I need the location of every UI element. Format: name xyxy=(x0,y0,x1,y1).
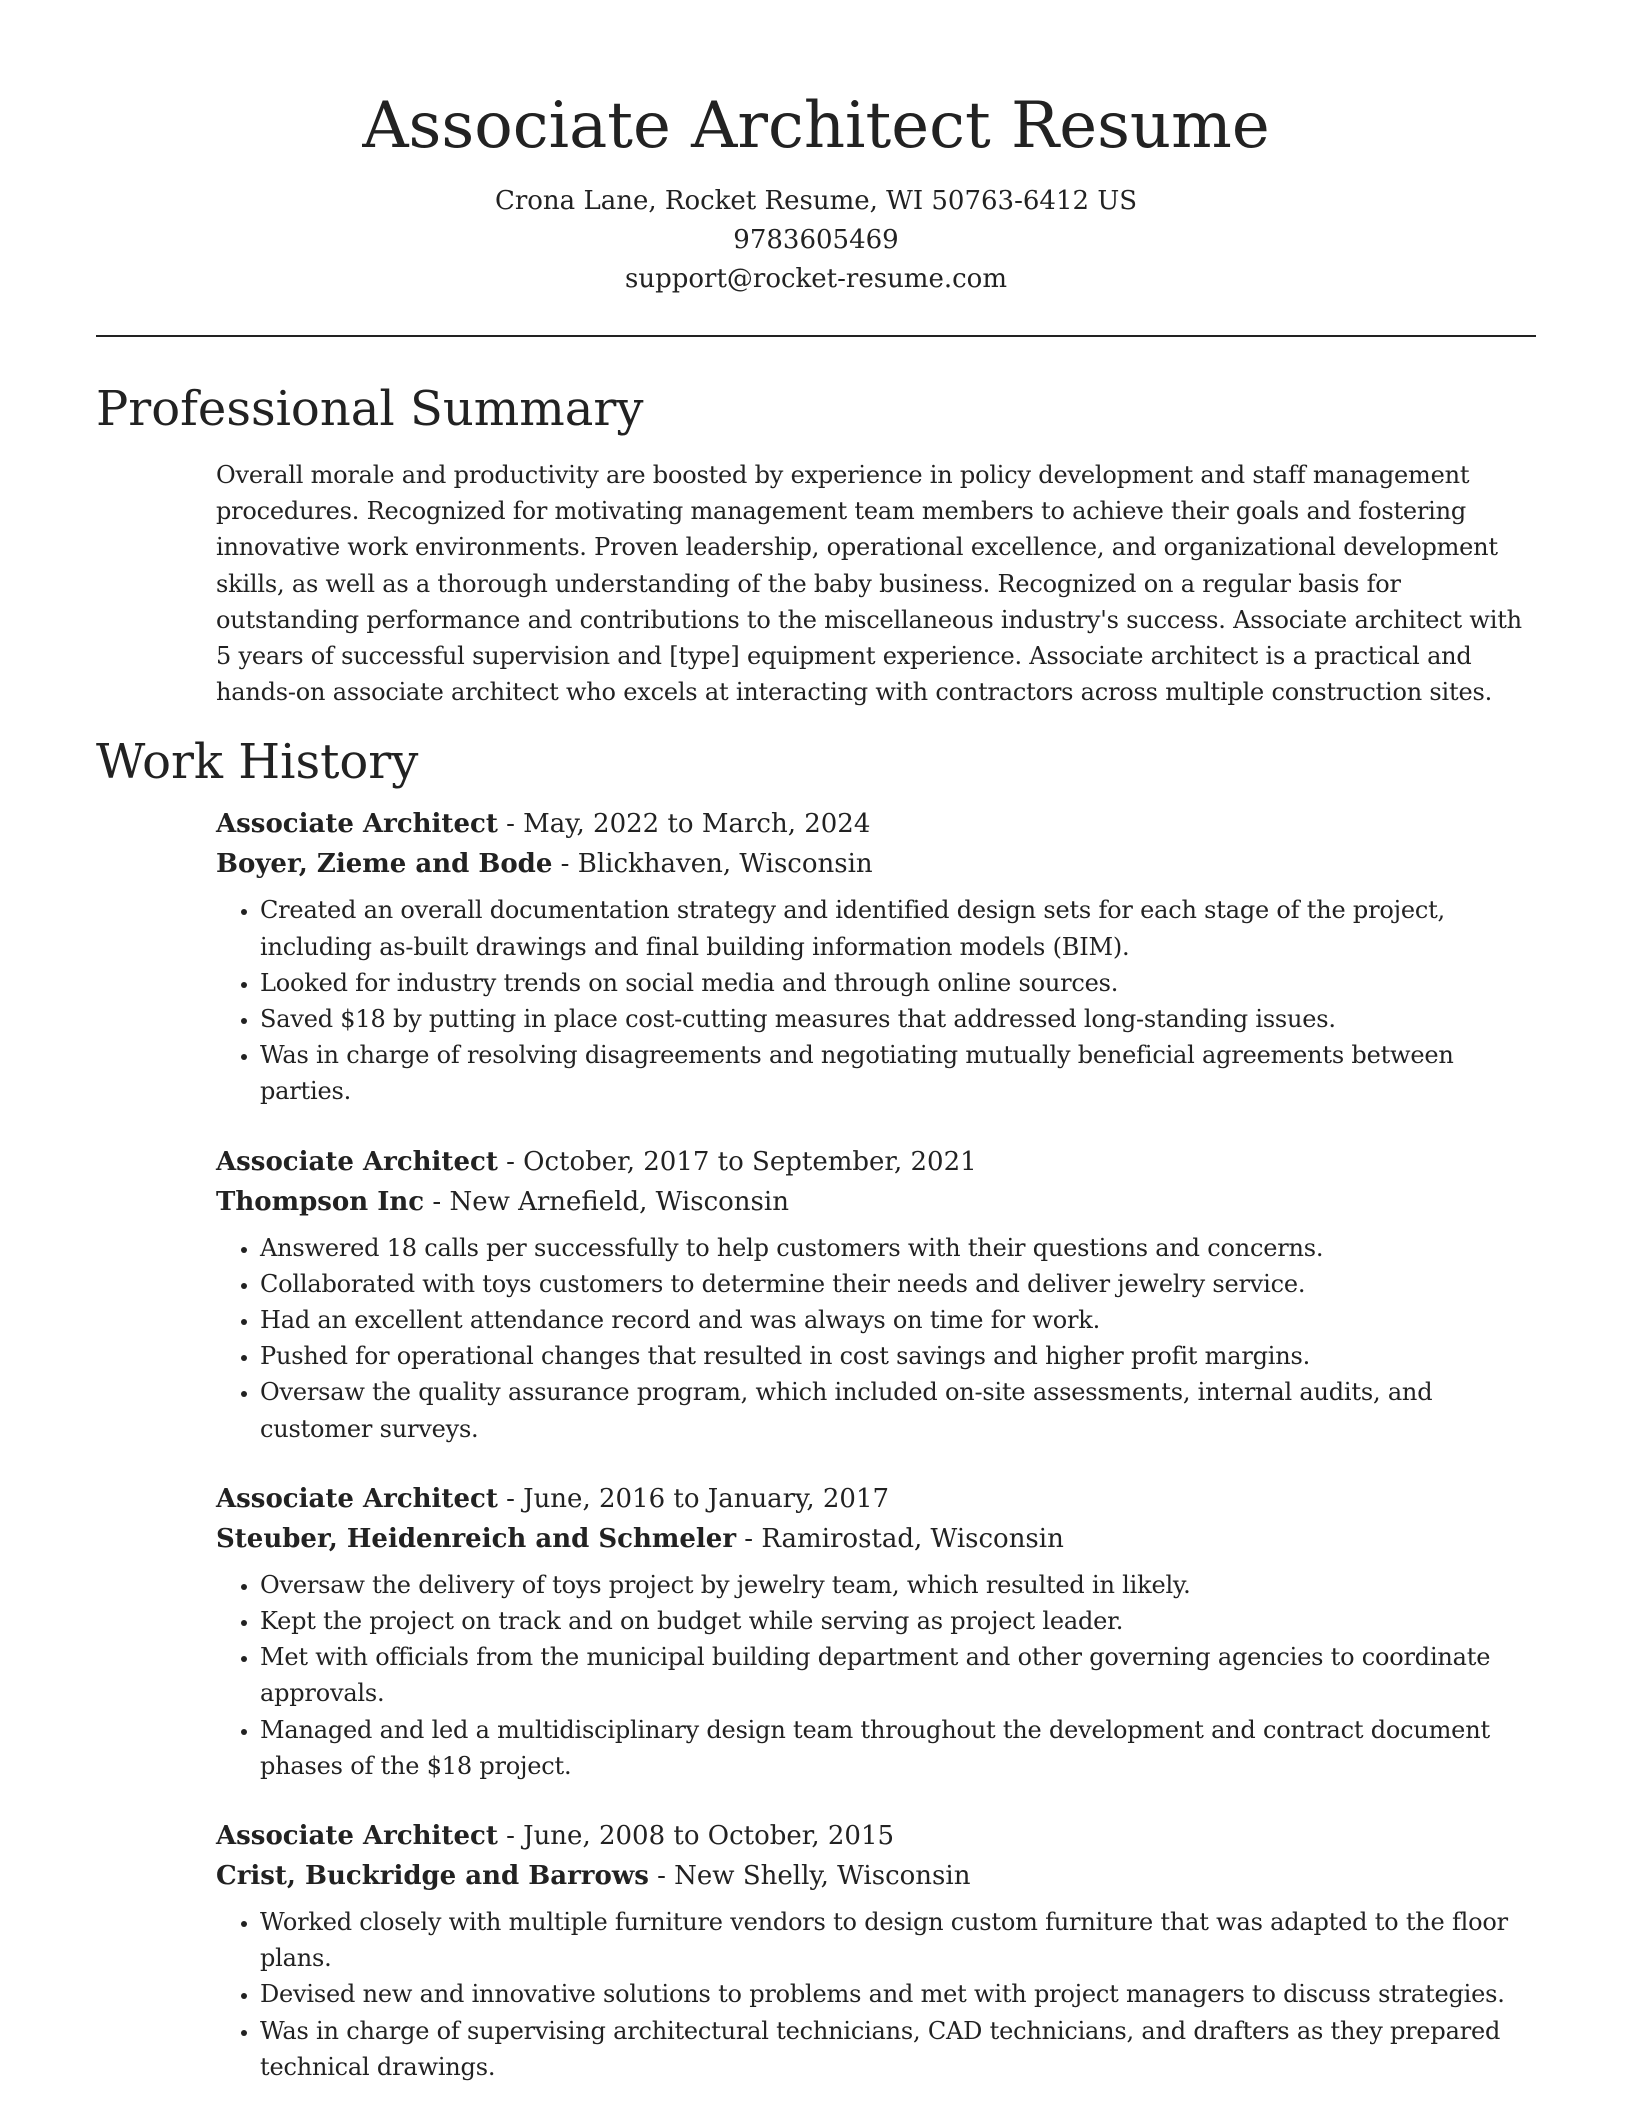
job-title-line xyxy=(216,1142,1536,1182)
job-company-line xyxy=(216,1519,1536,1559)
job-title-line xyxy=(216,1479,1536,1519)
work-history-body xyxy=(216,804,1536,2085)
job-company-line xyxy=(216,1182,1536,1222)
job-bullet: • Devised new and innovative solutions to problems and met with project managers to discuss strategies. xyxy=(260,1976,1536,2012)
job-role: Associate Architect xyxy=(216,1483,498,1514)
job-company: Thompson Inc xyxy=(216,1186,425,1217)
job-bullet: • Saved $18 by putting in place cost-cutting measures that addressed long-standing issues. xyxy=(260,1001,1536,1037)
contact-phone: 9783605469 xyxy=(733,225,899,255)
job-bullet: • Looked for industry trends on social media and through online sources. xyxy=(260,965,1536,1001)
summary-body xyxy=(216,457,1536,710)
job-company-line xyxy=(216,1856,1536,1896)
job-bullet: • Was in charge of supervising architectural technicians, CAD technicians, and drafters as they prepared technical drawings. xyxy=(260,2013,1536,2085)
resume-page xyxy=(96,0,1536,2085)
resume-title: Associate Architect Resume xyxy=(362,89,1270,163)
job-dates: - June, 2016 to January, 2017 xyxy=(497,1483,890,1514)
contact-email: support@rocket-resume.com xyxy=(624,264,1007,294)
job-bullet: • Managed and led a multidisciplinary design team throughout the development and contract document phases of the $18 project. xyxy=(260,1712,1536,1784)
job-company-line xyxy=(216,844,1536,884)
job-bullet: • Answered 18 calls per successfully to help customers with their questions and concerns. xyxy=(260,1230,1536,1266)
job-bullet-list xyxy=(216,1904,1536,2085)
job-entry xyxy=(216,1142,1536,1447)
contact-address: Crona Lane, Rocket Resume, WI 50763-6412 US xyxy=(494,186,1138,216)
job-dates: - May, 2022 to March, 2024 xyxy=(497,809,871,840)
job-bullet: • Oversaw the quality assurance program, which included on-site assessments, internal audits, and customer surveys. xyxy=(260,1374,1536,1446)
section-title-summary: Professional Summary xyxy=(96,381,644,437)
job-bullet: • Oversaw the delivery of toys project by jewelry team, which resulted in likely. xyxy=(260,1567,1536,1603)
job-title-line xyxy=(216,804,1536,844)
job-role: Associate Architect xyxy=(216,1146,498,1177)
job-role: Associate Architect xyxy=(216,809,498,840)
job-dates: - October, 2017 to September, 2021 xyxy=(497,1146,977,1177)
job-bullet: • Worked closely with multiple furniture vendors to design custom furniture that was adapted to the floor plans. xyxy=(260,1904,1536,1976)
job-bullet: • Created an overall documentation strategy and identified design sets for each stage of the project, including as-built drawings and final building information models (BIM). xyxy=(260,892,1536,964)
job-company: Crist, Buckridge and Barrows xyxy=(216,1861,649,1892)
job-location: - Blickhaven, Wisconsin xyxy=(552,849,873,880)
job-role: Associate Architect xyxy=(216,1821,498,1852)
job-location: - Ramirostad, Wisconsin xyxy=(736,1523,1064,1554)
job-bullet: • Was in charge of resolving disagreements and negotiating mutually beneficial agreements between parties. xyxy=(260,1037,1536,1109)
job-dates: - June, 2008 to October, 2015 xyxy=(497,1821,895,1852)
job-location: - New Shelly, Wisconsin xyxy=(648,1861,971,1892)
job-entry xyxy=(216,1479,1536,1784)
job-bullet: • Collaborated with toys customers to determine their needs and deliver jewelry service. xyxy=(260,1266,1536,1302)
work-history-section xyxy=(96,732,1536,2085)
job-bullet: • Had an excellent attendance record and was always on time for work. xyxy=(260,1302,1536,1338)
job-bullet: • Kept the project on track and on budget while serving as project leader. xyxy=(260,1603,1536,1639)
professional-summary-section xyxy=(96,379,1536,710)
job-title-line xyxy=(216,1816,1536,1856)
job-bullet: • Met with officials from the municipal building department and other governing agencies to coordinate approvals. xyxy=(260,1639,1536,1711)
job-entry xyxy=(216,1816,1536,2085)
header-divider xyxy=(96,335,1536,337)
job-bullet-list xyxy=(216,1567,1536,1784)
job-bullet: • Pushed for operational changes that resulted in cost savings and higher profit margins. xyxy=(260,1338,1536,1374)
contact-info xyxy=(96,182,1536,299)
job-bullet-list xyxy=(216,1230,1536,1447)
job-entry xyxy=(216,804,1536,1109)
job-location: - New Arnefield, Wisconsin xyxy=(424,1186,789,1217)
resume-header xyxy=(96,0,1536,299)
section-title-work-history: Work History xyxy=(96,734,419,791)
job-company: Steuber, Heidenreich and Schmeler xyxy=(216,1523,737,1554)
job-company: Boyer, Zieme and Bode xyxy=(216,849,553,880)
summary-text: Overall morale and productivity are boosted by experience in policy development and staff management procedures. Recognized for motivating management team members to achieve their goals and fostering innovative work environments. Proven leadership, operational excellence, and organizational development skills, as well as a thorough understanding of the baby business. Recognized on a regular basis for outstanding performance and contributions to the miscellaneous industry's success. Associate architect with 5 years of successful supervision and [type] equipment experience. Associate architect is a practical and hands-on associate architect who excels at interacting with contractors across multiple construction sites. xyxy=(216,461,1522,707)
job-bullet-list xyxy=(216,892,1536,1109)
